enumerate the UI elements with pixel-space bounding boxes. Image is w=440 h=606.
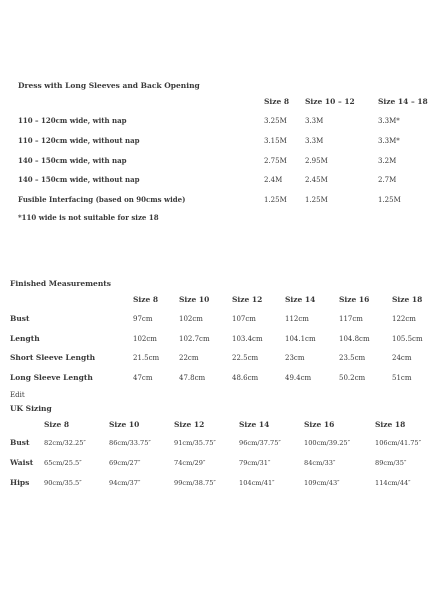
fabric-cell: 2.75M xyxy=(264,157,287,165)
uk-cell: 89cm/35″ xyxy=(375,459,407,467)
uk-cell: 96cm/37.75″ xyxy=(239,439,281,447)
finished-cell: 112cm xyxy=(285,315,309,323)
finished-cell: 105.5cm xyxy=(392,335,423,343)
finished-table-title: Finished Measurements xyxy=(10,279,111,288)
finished-cell: 122cm xyxy=(392,315,416,323)
fabric-cell: 2.4M xyxy=(264,176,283,184)
uk-cell: 99cm/38.75″ xyxy=(174,479,216,487)
fabric-cell: 3.3M* xyxy=(378,137,400,145)
finished-row-label: Long Sleeve Length xyxy=(10,373,93,382)
uk-cell: 90cm/35.5″ xyxy=(44,479,82,487)
fabric-header-size-8: Size 8 xyxy=(264,97,290,106)
fabric-cell: 3.3M xyxy=(305,117,324,125)
fabric-row-label: 140 – 150cm wide, with nap xyxy=(18,156,127,165)
fabric-cell: 2.45M xyxy=(305,176,328,184)
uk-header: Size 10 xyxy=(109,420,140,429)
finished-cell: 49.4cm xyxy=(285,374,312,382)
fabric-cell: 3.2M xyxy=(378,157,397,165)
uk-cell: 100cm/39.25″ xyxy=(304,439,351,447)
finished-cell: 104.1cm xyxy=(285,335,316,343)
edit-link[interactable]: Edit xyxy=(10,391,25,399)
finished-cell: 104.8cm xyxy=(339,335,370,343)
uk-header: Size 18 xyxy=(375,420,406,429)
finished-row-label: Short Sleeve Length xyxy=(10,353,96,362)
finished-header: Size 16 xyxy=(339,295,370,304)
uk-cell: 79cm/31″ xyxy=(239,459,271,467)
finished-header: Size 14 xyxy=(285,295,316,304)
finished-cell: 24cm xyxy=(392,354,412,362)
uk-cell: 84cm/33″ xyxy=(304,459,336,467)
uk-sizing-title: UK Sizing xyxy=(10,404,52,413)
fabric-cell: 2.7M xyxy=(378,176,397,184)
fabric-row-label: 140 – 150cm wide, without nap xyxy=(18,175,140,184)
finished-cell: 97cm xyxy=(133,315,153,323)
fabric-row-label: Fusible Interfacing (based on 90cms wide) xyxy=(18,195,186,204)
finished-cell: 103.4cm xyxy=(232,335,263,343)
fabric-header-size-14-18: Size 14 – 18 xyxy=(378,97,428,106)
uk-header: Size 8 xyxy=(44,420,70,429)
finished-cell: 50.2cm xyxy=(339,374,366,382)
fabric-cell: 3.15M xyxy=(264,137,287,145)
finished-header: Size 8 xyxy=(133,295,159,304)
uk-row-label: Waist xyxy=(10,458,34,467)
fabric-cell: 1.25M xyxy=(378,196,401,204)
uk-row-label: Hips xyxy=(10,478,30,487)
uk-cell: 106cm/41.75″ xyxy=(375,439,422,447)
finished-cell: 22.5cm xyxy=(232,354,259,362)
fabric-row-label: 110 – 120cm wide, without nap xyxy=(18,136,140,145)
uk-cell: 109cm/43″ xyxy=(304,479,340,487)
finished-cell: 22cm xyxy=(179,354,199,362)
finished-cell: 48.6cm xyxy=(232,374,259,382)
finished-cell: 102cm xyxy=(179,315,203,323)
uk-header: Size 12 xyxy=(174,420,205,429)
finished-cell: 51cm xyxy=(392,374,412,382)
fabric-cell: 1.25M xyxy=(264,196,287,204)
finished-cell: 21.5cm xyxy=(133,354,160,362)
uk-cell: 91cm/35.75″ xyxy=(174,439,216,447)
uk-cell: 86cm/33.75″ xyxy=(109,439,151,447)
finished-row-label: Bust xyxy=(10,314,30,323)
finished-cell: 47cm xyxy=(133,374,153,382)
fabric-header-size-10-12: Size 10 – 12 xyxy=(305,97,355,106)
uk-header: Size 16 xyxy=(304,420,335,429)
fabric-cell: 3.25M xyxy=(264,117,287,125)
finished-header: Size 10 xyxy=(179,295,210,304)
uk-cell: 94cm/37″ xyxy=(109,479,141,487)
fabric-cell: 1.25M xyxy=(305,196,328,204)
fabric-row-label: 110 – 120cm wide, with nap xyxy=(18,116,127,125)
uk-cell: 69cm/27″ xyxy=(109,459,141,467)
finished-cell: 47.8cm xyxy=(179,374,206,382)
finished-row-label: Length xyxy=(10,334,40,343)
fabric-cell: 3.3M* xyxy=(378,117,400,125)
uk-cell: 114cm/44″ xyxy=(375,479,411,487)
finished-header: Size 18 xyxy=(392,295,423,304)
finished-cell: 117cm xyxy=(339,315,363,323)
fabric-note: *110 wide is not suitable for size 18 xyxy=(18,213,159,222)
fabric-cell: 2.95M xyxy=(305,157,328,165)
uk-row-label: Bust xyxy=(10,438,30,447)
fabric-table-title: Dress with Long Sleeves and Back Opening xyxy=(18,81,200,90)
finished-cell: 102cm xyxy=(133,335,157,343)
uk-header: Size 14 xyxy=(239,420,270,429)
uk-cell: 74cm/29″ xyxy=(174,459,206,467)
uk-cell: 104cm/41″ xyxy=(239,479,275,487)
finished-cell: 107cm xyxy=(232,315,256,323)
uk-cell: 82cm/32.25″ xyxy=(44,439,86,447)
finished-header: Size 12 xyxy=(232,295,263,304)
finished-cell: 102.7cm xyxy=(179,335,210,343)
finished-cell: 23.5cm xyxy=(339,354,366,362)
fabric-cell: 3.3M xyxy=(305,137,324,145)
uk-cell: 65cm/25.5″ xyxy=(44,459,82,467)
finished-cell: 23cm xyxy=(285,354,305,362)
